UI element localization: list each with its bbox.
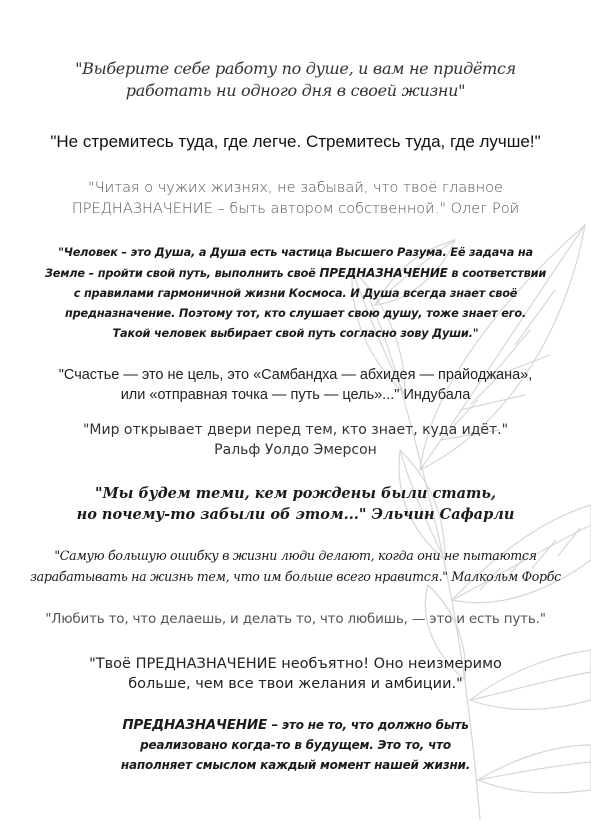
quote-4-line-2-start: Земле – пройти свой путь, выполнить своё — [44, 267, 320, 280]
quote-4-line-1: "Человек – это Душа, а Душа есть частица Высшего Разума. Её задача на — [58, 246, 533, 259]
quote-11-line-2: реализовано когда-то в будущем. Это то, что — [140, 738, 451, 752]
quote-1-line-1: "Выберите себе работу по душе, и вам не придётся — [75, 59, 516, 78]
quote-8 — [30, 545, 561, 587]
quote-4 — [30, 243, 561, 344]
quote-4-line-2 — [30, 263, 561, 284]
quote-11 — [30, 715, 561, 775]
quote-6-line-2: Ральф Уолдо Эмерсон — [214, 442, 377, 458]
quote-3 — [30, 178, 561, 220]
quote-2 — [30, 131, 561, 153]
quote-4-line-3: с правилами гармоничной жизни Космоса. И Душа всегда знает своё — [73, 287, 518, 300]
quote-2-line-1: "Не стремитесь туда, где легче. Стремитесь туда, где лучше!" — [50, 132, 541, 151]
quote-9 — [30, 609, 561, 629]
quote-5 — [30, 365, 561, 405]
quote-3-line-1: "Читая о чужих жизнях, не забывай, что твоё главное — [88, 180, 503, 196]
quote-7 — [30, 483, 561, 525]
quote-7-line-1: "Мы будем теми, кем рождены были стать, — [95, 485, 496, 502]
quote-3-line-2: ПРЕДНАЗНАЧЕНИЕ – быть автором собственной." Олег Рой — [71, 201, 520, 217]
quote-9-line-1: "Любить то, что делаешь, и делать то, что любишь, — это и есть путь." — [45, 611, 546, 627]
quote-4-emphasis: ПРЕДНАЗНАЧЕНИЕ — [319, 266, 448, 280]
quote-4-line-4: предназначение. Поэтому тот, кто слушает свою душу, тоже знает его. — [64, 307, 527, 320]
quote-11-line-1 — [30, 715, 561, 735]
quote-10-line-2: больше, чем все твои желания и амбиции." — [128, 676, 463, 692]
quote-7-line-2: но почему-то забыли об этом..." Эльчин Сафарли — [76, 506, 515, 523]
quote-11-line-3: наполняет смыслом каждый момент нашей жизни. — [120, 758, 471, 772]
quote-1 — [30, 58, 561, 102]
quote-8-line-2: зарабатывать на жизнь тем, что им больше всего нравится." Малкольм Форбс — [30, 569, 561, 584]
quote-1-line-2: работать ни одного дня в своей жизни" — [125, 81, 466, 100]
quote-8-line-1: "Самую большую ошибку в жизни люди делают, когда они не пытаются — [54, 548, 537, 563]
quote-6 — [30, 420, 561, 460]
quote-11-line-1-rest: это не то, что должно быть — [278, 718, 469, 732]
quote-5-line-1: "Счастье — это не цель, это «Самбандха — абхидея — прайоджана», — [58, 367, 533, 383]
quote-4-line-2-end: в соответствии — [447, 267, 547, 280]
quote-5-line-2: или «отправная точка — путь — цель»..." Индубала — [120, 387, 471, 403]
quote-6-line-1: "Мир открывает двери перед тем, кто знает, куда идёт." — [82, 422, 509, 438]
quote-10 — [30, 654, 561, 694]
quote-4-line-5: Такой человек выбирает свой путь согласно зову Души." — [112, 327, 479, 340]
quote-11-lead: ПРЕДНАЗНАЧЕНИЕ – — [122, 717, 279, 733]
quote-10-line-1: "Твоё ПРЕДНАЗНАЧЕНИЕ необъятно! Оно неизмеримо — [89, 656, 502, 672]
